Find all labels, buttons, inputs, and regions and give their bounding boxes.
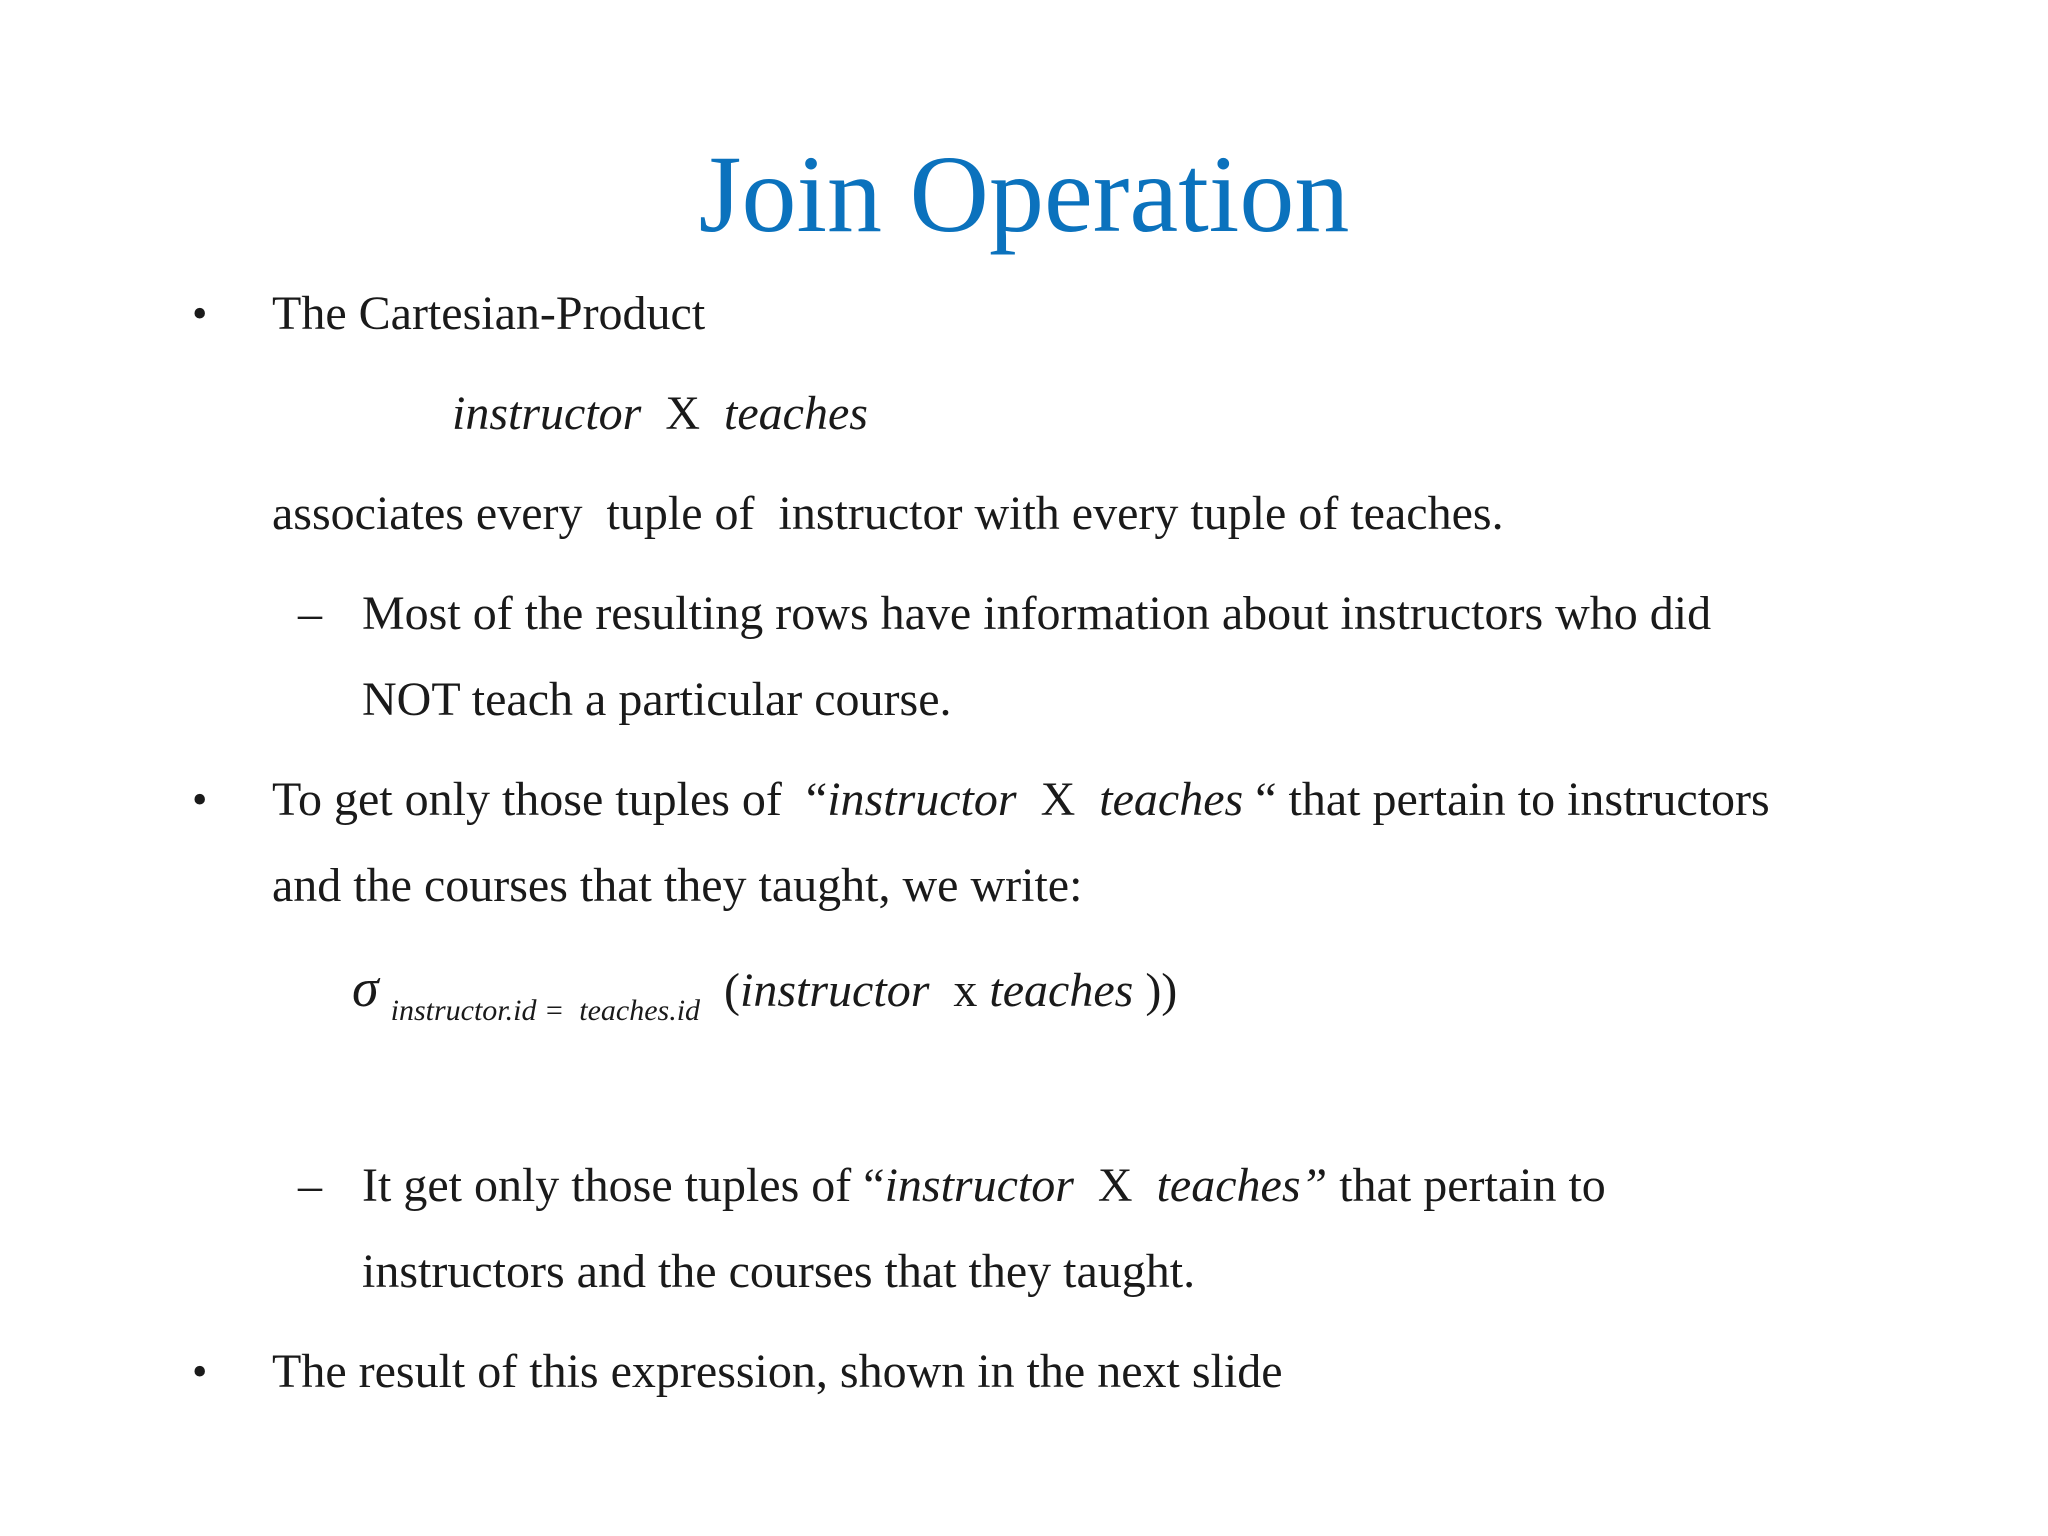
sub-bullet-1-line-2: NOT teach a particular course.	[362, 673, 952, 726]
bullet-2-line-2: and the courses that they taught, we write:	[272, 859, 1083, 912]
bullet-2-line-1	[272, 770, 1770, 830]
selection-predicate: instructor.id = teaches.id	[390, 994, 701, 1027]
sub-bullet-1-line-1: Most of the resulting rows have information about instructors who did	[362, 587, 1712, 640]
sub-bullet-2-operator: X	[1097, 1159, 1133, 1212]
sigma-symbol: σ	[352, 958, 379, 1018]
bullet-2-marker: •	[192, 775, 208, 824]
formula-open-paren: (	[724, 964, 741, 1017]
formula-instructor: instructor	[740, 964, 930, 1017]
sub-bullet-2-teaches: teaches”	[1156, 1159, 1328, 1212]
formula-operator: x	[953, 964, 978, 1017]
sub-bullet-1-marker: –	[298, 587, 322, 640]
slide-title: Join Operation	[698, 133, 1350, 255]
sub-bullet-2-line-1	[362, 1156, 1606, 1216]
bullet-3-marker: •	[192, 1347, 208, 1396]
bullet-2-post: “ that pertain to instructors	[1255, 773, 1770, 826]
bullet-2-instructor: instructor	[827, 773, 1017, 826]
expr-teaches: teaches	[724, 387, 868, 440]
sub-bullet-2-pre: It get only those tuples of “	[362, 1159, 885, 1212]
formula-teaches: teaches	[989, 964, 1134, 1017]
sub-bullet-2-post: that pertain to	[1339, 1159, 1606, 1212]
expr-operator: X	[665, 387, 701, 440]
sub-bullet-2-instructor: instructor	[884, 1159, 1074, 1212]
selection-formula	[352, 958, 1177, 1027]
bullet-2-pre: To get only those tuples of “	[272, 773, 828, 826]
bullet-1-continuation: associates every tuple of instructor with every tuple of teaches.	[272, 487, 1504, 540]
sub-bullet-2-line-2: instructors and the courses that they taught.	[362, 1245, 1196, 1298]
bullet-2-operator: X	[1040, 773, 1076, 826]
formula-close-paren: ))	[1145, 964, 1178, 1017]
bullet-1-marker: •	[192, 289, 208, 338]
sub-bullet-2-marker: –	[298, 1159, 322, 1212]
expr-instructor: instructor	[452, 387, 642, 440]
bullet-1-text: The Cartesian-Product	[272, 287, 706, 340]
bullet-3-text: The result of this expression, shown in the next slide	[272, 1345, 1283, 1398]
cartesian-product-expression	[452, 384, 868, 444]
bullet-2-teaches: teaches	[1099, 773, 1244, 826]
